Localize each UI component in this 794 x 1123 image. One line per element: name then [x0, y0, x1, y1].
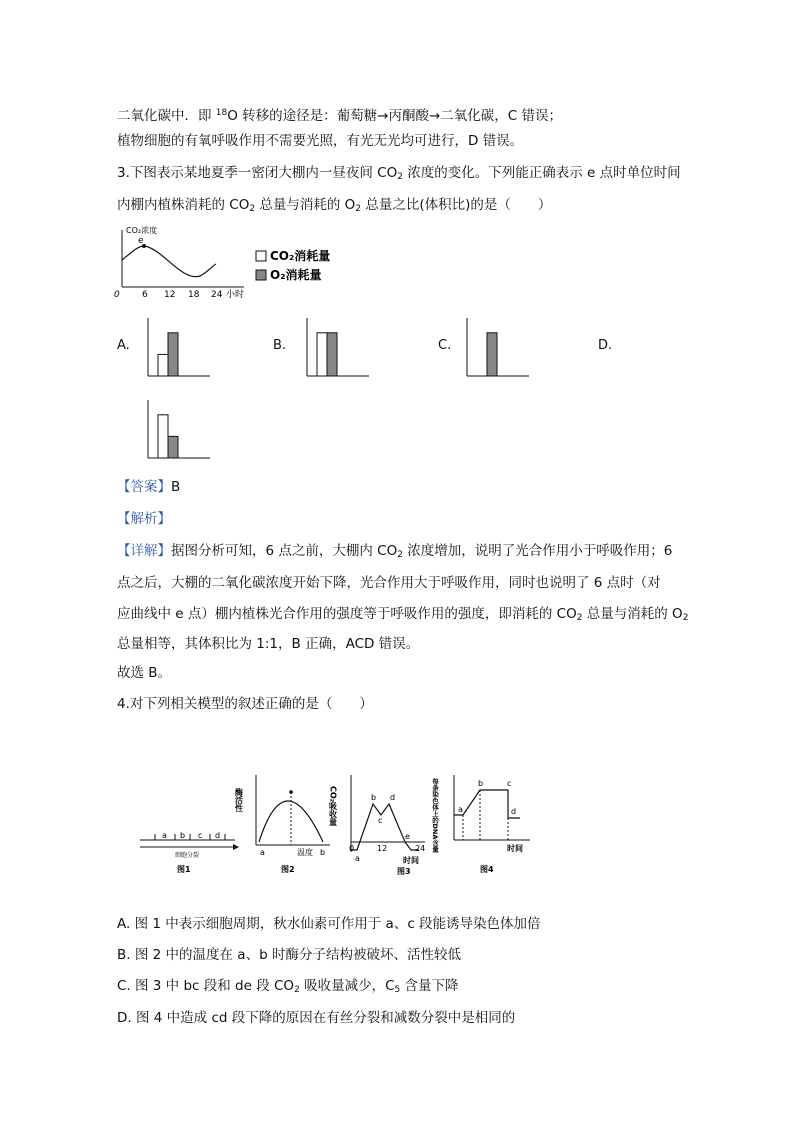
fig1-caption: 图1 [177, 865, 191, 874]
fig2-ylabel: 酶活性 [234, 788, 244, 812]
o2-consumption-bar [168, 333, 178, 376]
legend [254, 246, 374, 286]
fig3-c: c [378, 816, 383, 825]
fig1-seg-d: d [215, 831, 221, 840]
answer-value: B [171, 479, 181, 495]
fig1-arrowhead [233, 844, 239, 850]
fig3-tick-24: 24 [415, 844, 426, 853]
q4-option-c[interactable]: C. 图 3 中 bc 段和 de 段 $CO_2$ 吸收量减少，$C_5$ 含量下降 [117, 978, 459, 995]
fig3-b: b [371, 793, 377, 802]
tick-24: 24 [211, 290, 223, 300]
q4-option-b[interactable]: B. 图 2 中的温度在 a、b 时酶分子结构被破坏、活性较低 [117, 947, 461, 963]
option-b-bar-chart[interactable] [299, 316, 379, 382]
co2-consumption-bar [317, 333, 327, 376]
option-c-label[interactable]: C. [438, 338, 452, 353]
option-b-label[interactable]: B. [273, 338, 287, 353]
option-a-label[interactable]: A. [117, 338, 130, 353]
tick-12: 12 [164, 290, 176, 300]
option-d-label[interactable]: D. [598, 338, 613, 353]
question-3-line-2: 内棚内植株消耗的 $CO_2$ 总量与消耗的 $O_2$ 总量之比(体积比)的是（ ） [117, 197, 552, 214]
fig1-seg-a: a [162, 831, 167, 840]
fig2-a: a [260, 848, 265, 857]
fig1-seg-b: b [180, 831, 186, 840]
o2-consumption-bar [327, 333, 337, 376]
x-unit-label: 小时 [226, 290, 245, 300]
fig4-ylabel: 每条染色体上的DNA含量 [431, 778, 439, 853]
fig2-caption: 图2 [281, 865, 295, 874]
question-4-stem: 4.对下列相关模型的叙述正确的是（ ） [117, 696, 373, 712]
figure-4 [431, 775, 530, 874]
tick-18: 18 [188, 290, 200, 300]
legend-swatch-co2 [256, 251, 266, 261]
fig2-b: b [320, 848, 326, 857]
question-3-line-1: 3.下图表示某地夏季一密闭大棚内一昼夜间 $CO_2$ 浓度的变化。下列能正确表示 e 点时单位时间 [117, 165, 681, 182]
fig3-e: e [405, 832, 410, 841]
fig3-zero: 0 [349, 844, 355, 853]
origin-label: 0 [114, 290, 120, 300]
detail-line-1: 【详解】据图分析可知，6 点之前，大棚内 $CO_2$ 浓度增加，说明了光合作用小于呼吸作用；6 [117, 543, 673, 560]
co2-curve-chart [112, 222, 272, 302]
q4-option-a[interactable]: A. 图 1 中表示细胞周期，秋水仙素可作用于 a、c 段能诱导染色体加倍 [117, 916, 541, 932]
fig1-seg-c: c [198, 831, 203, 840]
o2-consumption-bar [168, 436, 178, 458]
co2-consumption-bar [158, 354, 168, 376]
tick-6: 6 [142, 290, 148, 300]
answer-tag: 【答案】 [117, 479, 171, 495]
fig3-xlabel: 时间 [403, 856, 419, 865]
fig4-b: b [478, 779, 484, 788]
fig4-d: d [511, 807, 517, 816]
detail-line-2: 点之后，大棚的二氧化碳浓度开始下降，光合作用大于呼吸作用，同时也说明了 6 点时（对 [117, 575, 661, 591]
option-d-bar-chart[interactable] [140, 398, 220, 464]
fig3-tick-12: 12 [377, 844, 388, 853]
text-line-1: 二氧化碳中．即 $^{18}$O 转移的途径是：葡萄糖→丙酮酸→二氧化碳，C 错误； [117, 108, 563, 124]
legend-label-co2: CO₂消耗量 [270, 249, 331, 263]
option-a-bar-chart[interactable] [140, 316, 220, 382]
q4-option-d[interactable]: D. 图 4 中造成 cd 段下降的原因在有丝分裂和减数分裂中是相同的 [117, 1010, 516, 1026]
o2-consumption-bar [487, 333, 497, 376]
point-e-label: e [138, 236, 144, 246]
legend-label-o2: O₂消耗量 [270, 268, 322, 282]
detail-line-4: 总量相等，其体积比为 1:1，B 正确，ACD 错误。 [117, 636, 420, 652]
fig4-xlabel: 时间 [507, 844, 523, 853]
figure-1 [140, 831, 239, 874]
co2-curve [122, 246, 216, 277]
figure-2 [235, 775, 331, 874]
fig4-a: a [458, 805, 463, 814]
fig2-xlabel: 温度 [297, 848, 313, 857]
fig4-c: c [507, 779, 512, 788]
fig3-ylabel: CO₂吸收量 [328, 786, 338, 827]
y-axis-label: CO₂浓度 [126, 226, 158, 235]
detail-line-3: 应曲线中 e 点）棚内植株光合作用的强度等于呼吸作用的强度，即消耗的 $CO_2$ 总量与消耗的 $O_2$ [117, 606, 689, 623]
figure-3 [328, 775, 426, 876]
fig3-caption: 图3 [397, 867, 411, 876]
q4-figures [135, 770, 545, 880]
fig3-a: a [355, 854, 360, 863]
co2-consumption-bar [158, 415, 168, 458]
answer-line [117, 477, 180, 497]
option-c-bar-chart[interactable] [459, 316, 539, 382]
fig4-caption: 图4 [480, 865, 494, 874]
legend-swatch-o2 [256, 270, 266, 280]
detail-line-5: 故选 B。 [117, 665, 172, 681]
fig3-d: d [390, 793, 396, 802]
analysis-tag: 【解析】 [117, 511, 171, 527]
fig1-label: 细胞分裂 [175, 852, 200, 859]
text-line-2: 植物细胞的有氧呼吸作用不需要光照，有光无光均可进行，D 错误。 [117, 133, 524, 149]
